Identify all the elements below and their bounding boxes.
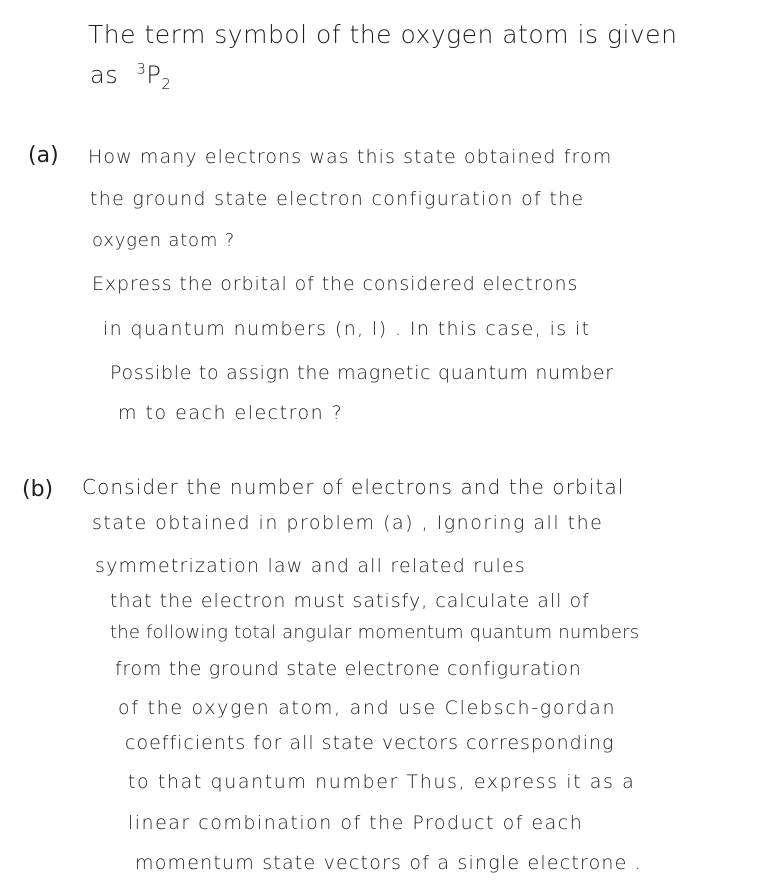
part-b-line: of the oxygen atom, and use Clebsch-gordan	[118, 697, 617, 719]
term-symbol	[136, 60, 172, 93]
part-b-line: symmetrization law and all related rules	[95, 555, 526, 577]
part-b-line: to that quantum number Thus, express it as a	[128, 771, 636, 793]
part-b-marker: (b)	[22, 477, 54, 502]
part-a-line: the ground state electron configuration of the	[90, 188, 585, 210]
part-a-line: oxygen atom ?	[92, 230, 236, 251]
term-multiplicity: 3	[136, 60, 147, 78]
term-letter: P	[146, 61, 162, 89]
part-b-line: Consider the number of electrons and the orbital	[82, 475, 625, 499]
part-a-line: Possible to assign the magnetic quantum number	[110, 362, 614, 384]
intro-line-2	[90, 60, 171, 93]
part-a-line: How many electrons was this state obtained from	[88, 146, 613, 168]
part-b-line: the following total angular momentum quantum numbers	[110, 622, 640, 643]
intro-line-1: The term symbol of the oxygen atom is given	[88, 20, 678, 49]
part-b-line: momentum state vectors of a single electrone .	[135, 852, 643, 874]
term-j: 2	[161, 74, 172, 93]
part-b-line: linear combination of the Product of each	[128, 812, 584, 834]
part-b-line: coefficients for all state vectors corresponding	[125, 732, 615, 754]
part-a-line: in quantum numbers (n, l) . In this case, is it	[103, 318, 591, 340]
part-b-line: from the ground state electrone configuration	[115, 658, 582, 680]
part-a-marker: (a)	[28, 143, 59, 168]
intro-line-2-prefix: as	[90, 61, 119, 89]
part-a-line: Express the orbital of the considered electrons	[92, 273, 579, 295]
part-b-line: that the electron must satisfy, calculate all of	[110, 590, 590, 612]
part-a-line: m to each electron ?	[118, 402, 344, 424]
part-b-line: state obtained in problem (a) , Ignoring all the	[92, 512, 604, 534]
